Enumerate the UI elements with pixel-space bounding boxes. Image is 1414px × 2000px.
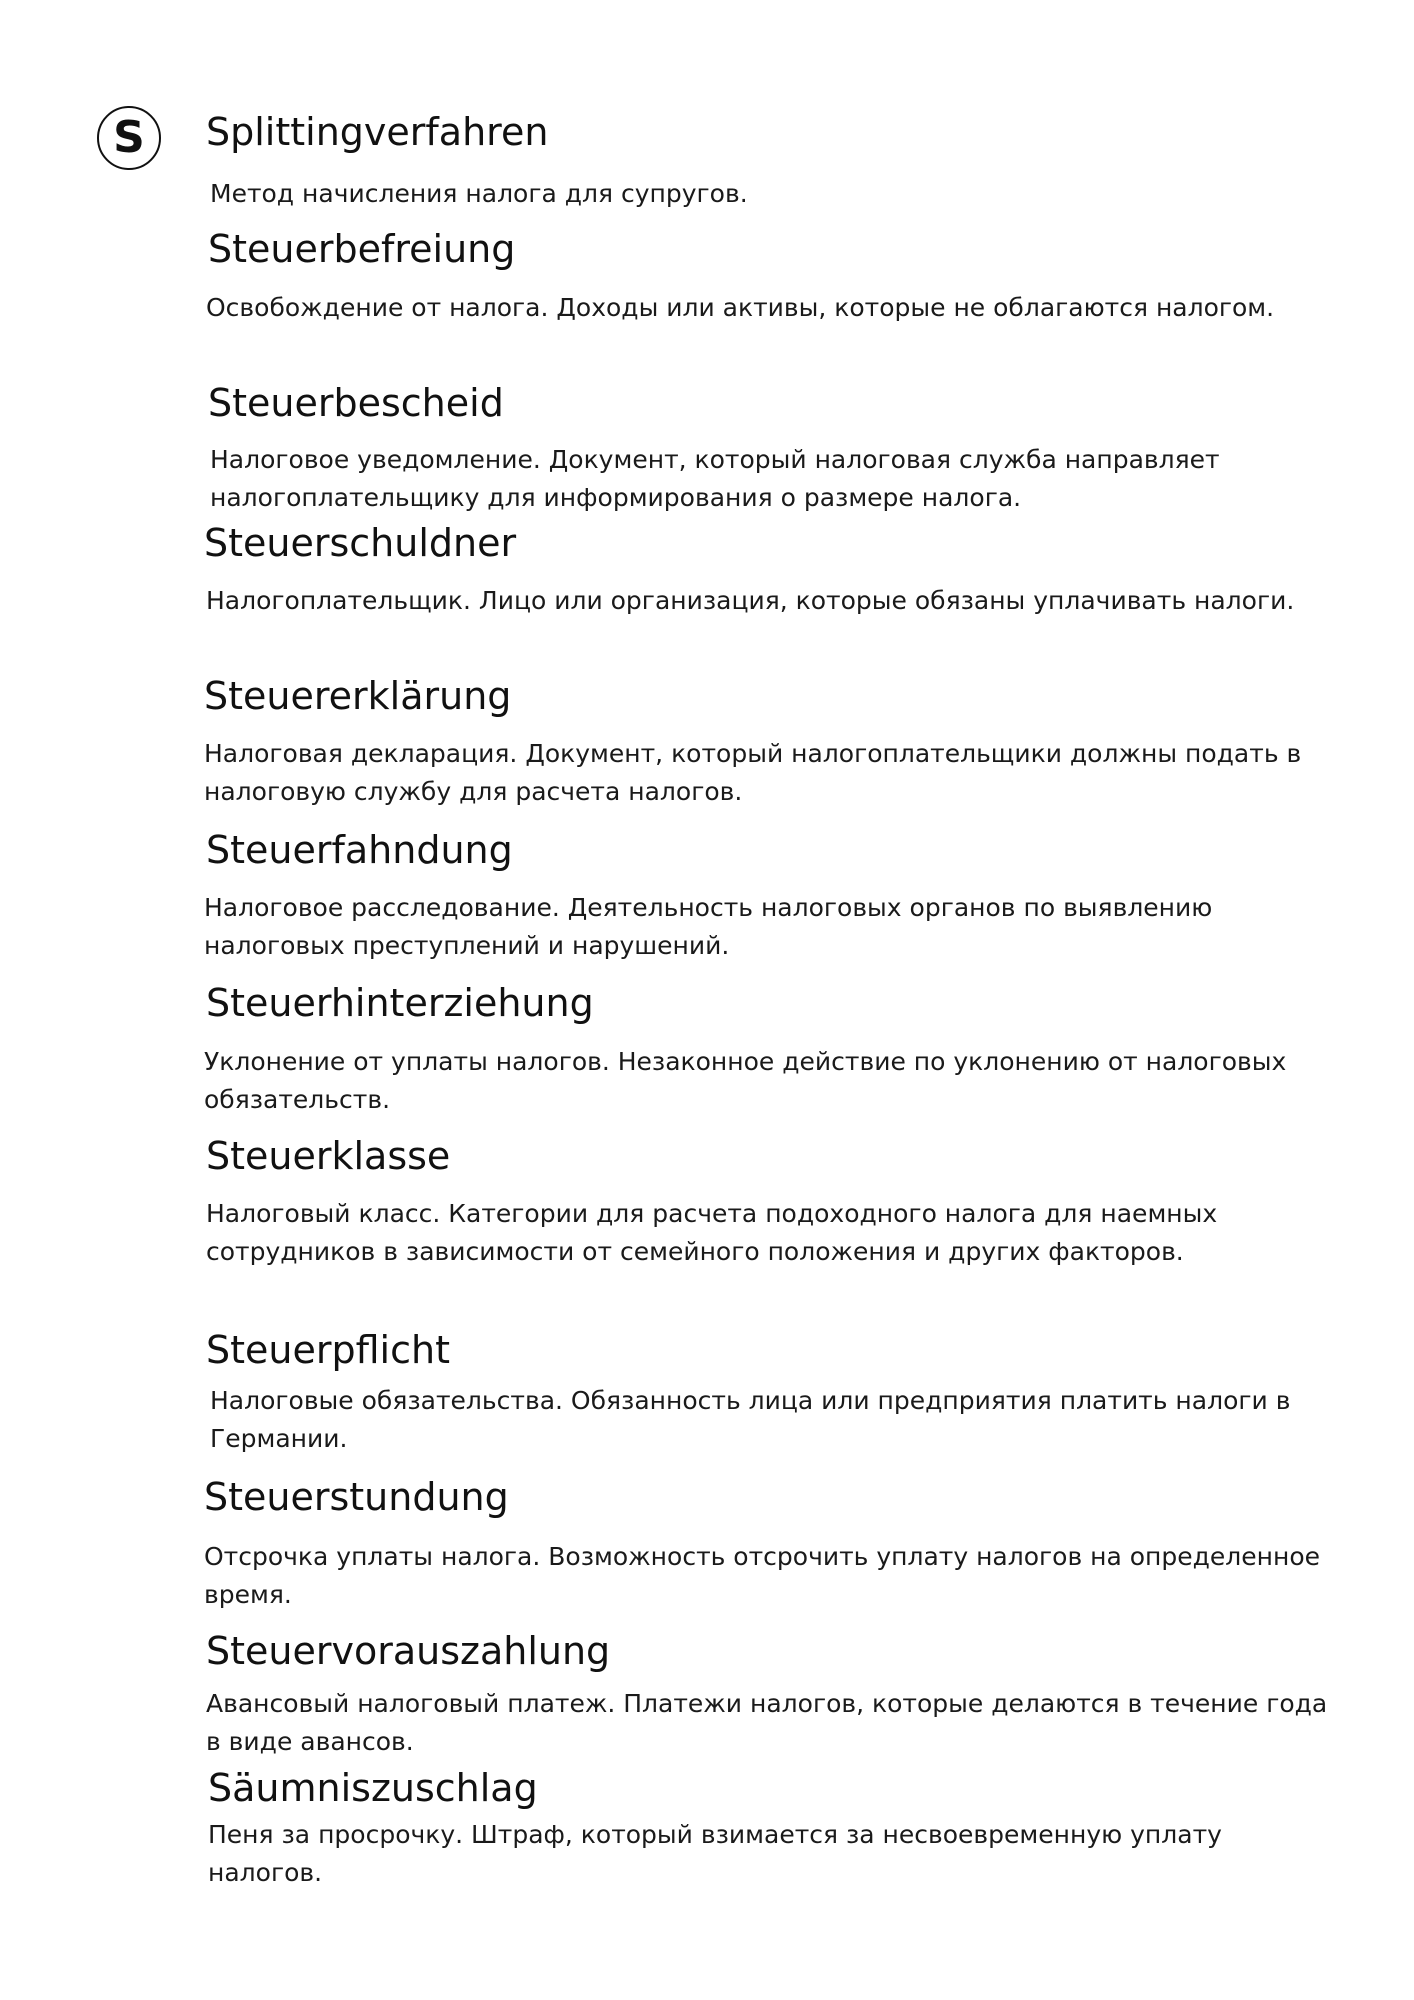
entry-definition: Налоговое расследование. Деятельность налоговых органов по выявлению налоговых преступлений и нарушений. <box>204 893 1213 960</box>
entry-term: Splittingverfahren <box>206 110 549 154</box>
entry-term: Steuerbescheid <box>208 381 504 425</box>
entry-term: Steuerbefreiung <box>208 227 516 271</box>
entry-definition: Отсрочка уплаты налога. Возможность отсрочить уплату налогов на определенное время. <box>204 1542 1321 1609</box>
entry-definition: Авансовый налоговый платеж. Платежи налогов, которые делаются в течение года в виде авансов. <box>206 1689 1328 1756</box>
entry-term: Steuerklasse <box>206 1134 451 1178</box>
entry-term: Steuerstundung <box>204 1475 509 1519</box>
entry-term: Säumniszuschlag <box>208 1766 538 1810</box>
entry-definition: Налоговый класс. Категории для расчета подоходного налога для наемных сотрудников в зависимости от семейного положения и других факторов. <box>206 1199 1218 1266</box>
entry-definition: Налогоплательщик. Лицо или организация, которые обязаны уплачивать налоги. <box>206 586 1295 615</box>
entry-term: Steuerfahndung <box>206 828 513 872</box>
entry-definition: Налоговое уведомление. Документ, который налоговая служба направляет налогоплательщику для информирования о размере налога. <box>210 445 1220 512</box>
entry-term: Steuererklärung <box>204 674 512 718</box>
entry-definition: Метод начисления налога для супругов. <box>210 179 748 208</box>
entry-definition: Пеня за просрочку. Штраф, который взимается за несвоевременную уплату налогов. <box>208 1820 1222 1887</box>
entry-definition: Освобождение от налога. Доходы или активы, которые не облагаются налогом. <box>206 293 1275 322</box>
section-letter-badge: S <box>97 106 161 170</box>
entry-definition: Налоговая декларация. Документ, который налогоплательщики должны подать в налоговую службу для расчета налогов. <box>204 739 1302 806</box>
entry-definition: Налоговые обязательства. Обязанность лица или предприятия платить налоги в Германии. <box>210 1386 1291 1453</box>
entry-term: Steuerpflicht <box>206 1328 450 1372</box>
entry-definition: Уклонение от уплаты налогов. Незаконное действие по уклонению от налоговых обязательств. <box>204 1047 1287 1114</box>
entry-term: Steuerschuldner <box>204 521 517 565</box>
entry-term: Steuerhinterziehung <box>206 981 594 1025</box>
entry-term: Steuervorauszahlung <box>206 1629 611 1673</box>
